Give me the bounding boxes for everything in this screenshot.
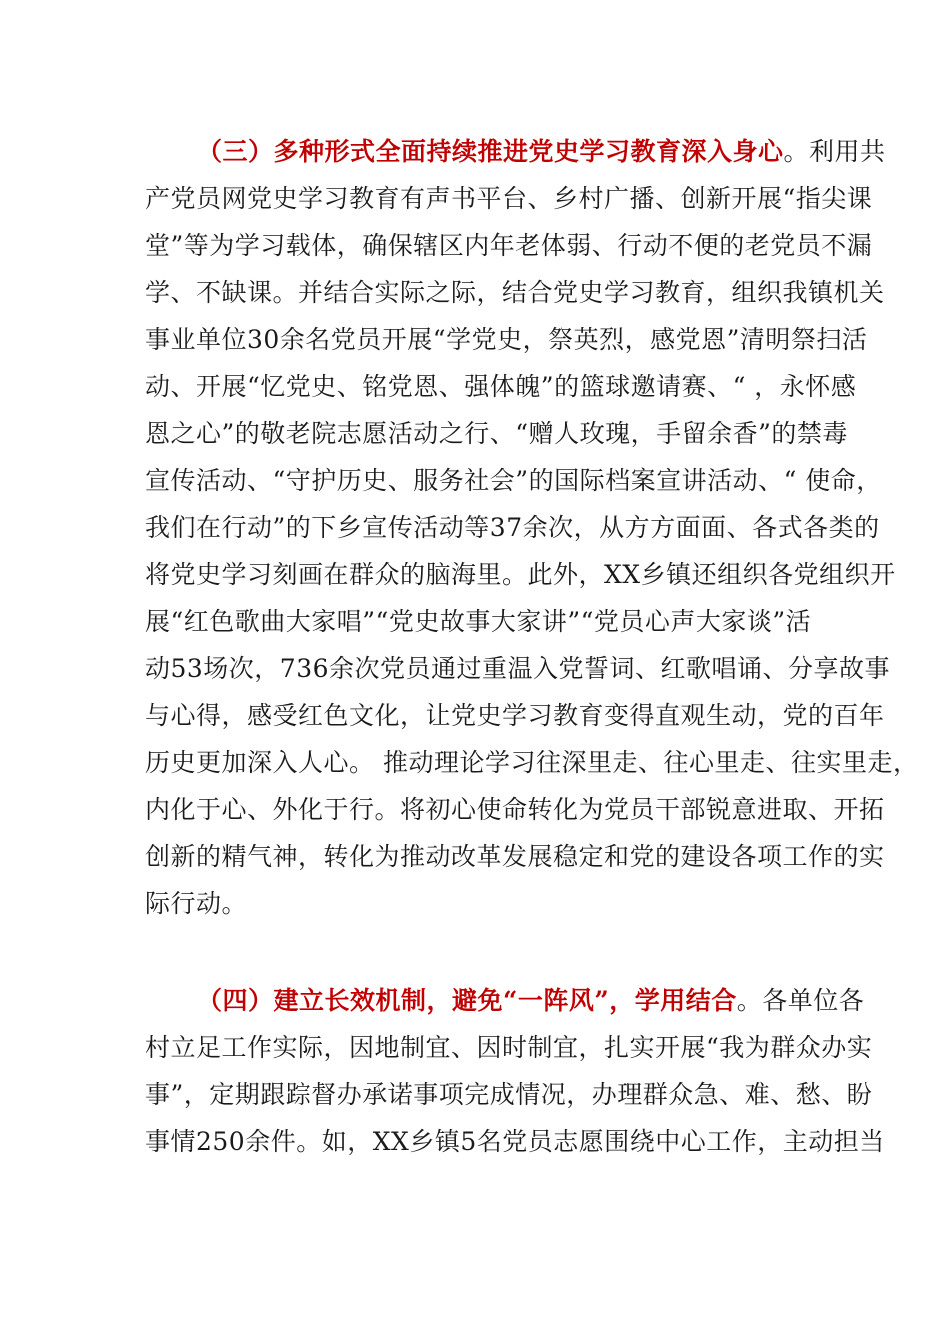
- section4-line-1: 村立足工作实际，因地制宜、因时制宜，扎实开展“我为群众办实: [145, 1033, 873, 1062]
- section3-line-4: 事业单位30余名党员开展“学党史，祭英烈，感党恩”清明祭扫活: [145, 325, 868, 354]
- section3-line-0: 。利用共: [783, 137, 886, 166]
- section3-line-2: 堂”等为学习载体，确保辖区内年老体弱、行动不便的老党员不漏: [145, 231, 873, 260]
- section3-line-14: 内化于心、外化于行。将初心使命转化为党员干部锐意进取、开拓: [145, 795, 885, 824]
- section3-line-11: 动53场次，736余次党员通过重温入党誓词、红歌唱诵、分享故事: [145, 654, 891, 683]
- section4-line-3: 事情250余件。如，XX乡镇5名党员志愿围绕中心工作，主动担当: [145, 1127, 885, 1156]
- section3-line-8: 我们在行动”的下乡宣传活动等37余次，从方方面面、各式各类的: [145, 513, 880, 542]
- section3-line-3: 学、不缺课。并结合实际之际，结合党史学习教育，组织我镇机关: [145, 278, 885, 307]
- section4-line-2: 事”，定期跟踪督办承诺事项完成情况，办理群众急、难、愁、盼: [145, 1080, 873, 1109]
- section3-heading: （三）多种形式全面持续推进党史学习教育深入身心: [197, 137, 784, 166]
- section3-first-line: [197, 136, 886, 168]
- section4-line-0: 。各单位各: [736, 986, 865, 1015]
- section4-heading: （四）建立长效机制，避免“一阵风”，学用结合: [197, 986, 737, 1015]
- section3-line-13: 历史更加深入人心。 推动理论学习往深里走、往心里走、往实里走，: [145, 748, 919, 777]
- section3-line-15: 创新的精气神，转化为推动改革发展稳定和党的建设各项工作的实: [145, 842, 885, 871]
- section3-line-1: 产党员网党史学习教育有声书平台、乡村广播、创新开展“指尖课: [145, 184, 873, 213]
- section3-line-9: 将党史学习刻画在群众的脑海里。此外，XX乡镇还组织各党组织开: [145, 560, 896, 589]
- section4-first-line: [197, 985, 864, 1017]
- section3-line-16: 际行动。: [145, 889, 248, 918]
- section3-line-12: 与心得，感受红色文化，让党史学习教育变得直观生动，党的百年: [145, 701, 885, 730]
- section3-line-5: 动、开展“忆党史、铭党恩、强体魄”的篮球邀请赛、“ ，永怀感: [145, 372, 857, 401]
- section3-line-6: 恩之心”的敬老院志愿活动之行、“赠人玫瑰，手留余香”的禁毒: [145, 419, 848, 448]
- section3-line-10: 展“红色歌曲大家唱”“党史故事大家讲”“党员心声大家谈”活: [145, 607, 812, 636]
- section3-line-7: 宣传活动、“守护历史、服务社会”的国际档案宣讲活动、“ 使命，: [145, 466, 882, 495]
